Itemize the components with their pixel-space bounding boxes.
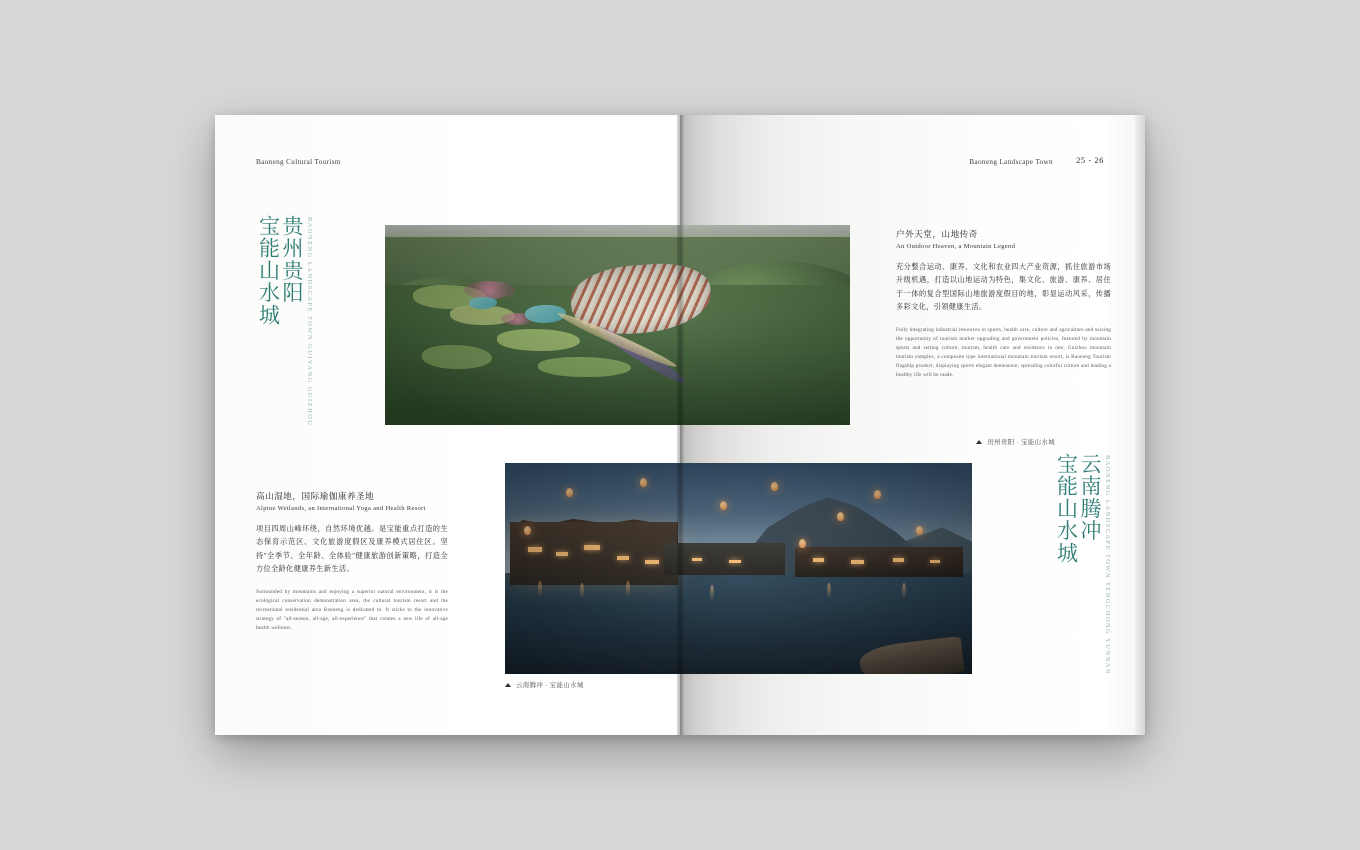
brochure-spread (215, 115, 1145, 735)
vertical-title-guizhou-english: BAONENG LANDSCAPE TOWN GUIYANG GUIZHOU (306, 217, 314, 427)
left-body-en: Surrounded by mountains and enjoying a superior natural environment, it is the ecological conservation demonstration area, the cultural tourism resort and the recreational residential area Baoneng is dedicated to. It sticks to the innovative strategy of "all-season, all-age, all-experience" that creates a new life of all-age health wellness. (256, 589, 448, 631)
photo-yunnan-waterfront-night (505, 463, 972, 674)
caption-guizhou-text: 贵州贵阳 · 宝能山水城 (987, 439, 1055, 446)
right-body-cn: 充分整合运动、康养、文化和农业四大产业资源，抓住旅游市场升级机遇，打造以山地运动为特色，集文化、旅游、康养、居住于一体的复合型国际山地旅游度假目的地，彰显运动风采，传播多彩文化，引领健康生活。 (896, 263, 1111, 311)
running-head-right: Baoneng Landscape Town (969, 158, 1053, 166)
caption-yunnan (505, 680, 584, 689)
triangle-marker-icon (505, 683, 511, 687)
page-number: 25 - 26 (1076, 156, 1104, 165)
vertical-title-guizhou-line2: 贵州贵阳 (280, 215, 305, 304)
vertical-title-guizhou-line1: 宝能山水城 (256, 215, 281, 326)
vertical-title-guizhou (256, 215, 313, 426)
right-heading-cn: 户外天堂，山地传奇 (896, 229, 978, 239)
vertical-title-yunnan (1054, 453, 1111, 675)
vertical-title-yunnan-line1: 宝能山水城 (1054, 453, 1079, 564)
caption-guizhou (976, 437, 1055, 446)
vertical-title-yunnan-english: BAONENG LANDSCAPE TOWN TENGCHONG YUNNAN (1104, 455, 1111, 675)
right-heading-en: An Outdoor Heaven, a Mountain Legend (896, 243, 1016, 250)
left-body-cn: 项目四周山峰环绕，自然环境优越。是宝能重点打造的生态保育示范区、文化旅游度假区及康养模式居住区。坚持"全季节、全年龄、全体验"健康旅游创新策略，打造全方位全龄化健康养生新生活。 (256, 525, 448, 573)
aerial-illustration (385, 225, 850, 425)
left-heading-en: Alpine Wetlands, an International Yoga and Health Resort (256, 505, 426, 512)
triangle-marker-icon (976, 440, 982, 444)
right-text-block (896, 228, 1111, 380)
vertical-title-yunnan-line2: 云南腾冲 (1078, 453, 1102, 542)
left-text-block (256, 490, 448, 633)
left-heading-cn: 高山湿地，国际瑜伽康养圣地 (256, 491, 375, 501)
right-body-en: Fully integrating industrial resources in sports, health care, culture and agriculture and seizing the opportunity of tourism market upgrading and government policies, featured by mountain sports and setting culture, tourism, health care and residence in one, Guizhou mountain tourism complex, a composite type international mountain tourism resort, is Baoneng Tourism flagship product, displaying sports elegant demeanour, spreading colorful culture and leading a healthy life will be made. (896, 327, 1111, 378)
running-head-left: Baoneng Cultural Tourism (256, 158, 341, 166)
night-waterfront-illustration (505, 463, 972, 674)
photo-guizhou-aerial-view (385, 225, 850, 425)
caption-yunnan-text: 云南腾冲 · 宝能山水城 (516, 682, 584, 689)
